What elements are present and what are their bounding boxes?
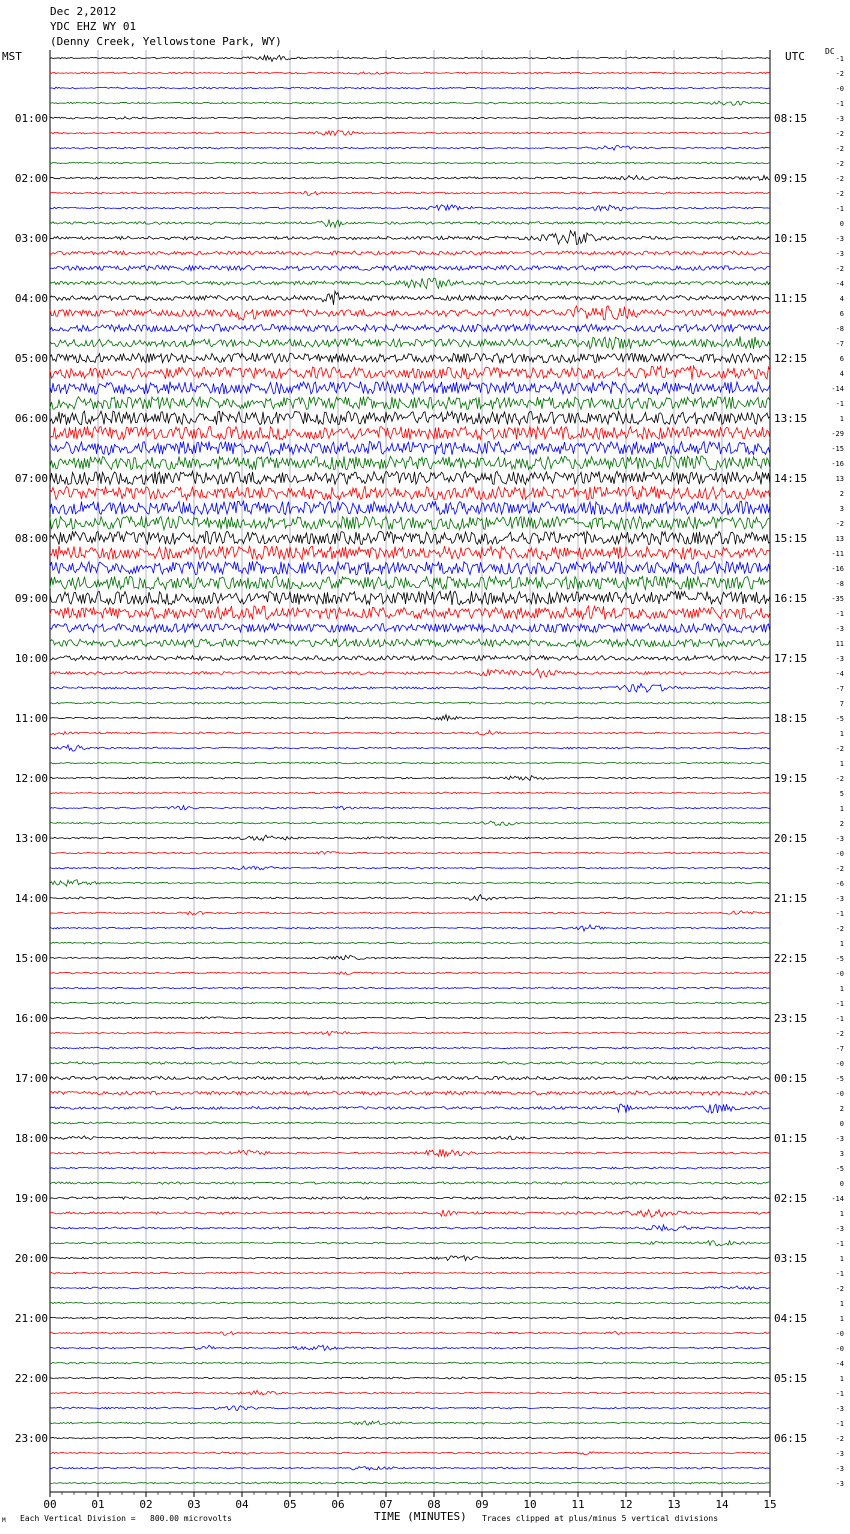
trace-line bbox=[50, 702, 770, 704]
left-hour-label: 22:00 bbox=[14, 1372, 48, 1385]
trace-line bbox=[50, 501, 770, 515]
right-hour-label: 04:15 bbox=[774, 1312, 808, 1325]
dc-offset-value: -15 bbox=[831, 445, 844, 453]
right-hour-label: 06:15 bbox=[774, 1432, 808, 1445]
left-hour-label: 02:00 bbox=[14, 172, 48, 185]
left-hour-label: 07:00 bbox=[14, 472, 48, 485]
trace-line bbox=[50, 353, 770, 363]
dc-offset-value: -1 bbox=[835, 1000, 844, 1008]
trace-line bbox=[50, 1390, 770, 1394]
dc-offset-value: -2 bbox=[835, 265, 844, 273]
trace-line bbox=[50, 576, 770, 590]
trace-line bbox=[50, 1182, 770, 1185]
trace-line bbox=[50, 895, 770, 901]
dc-offset-value: 4 bbox=[839, 295, 844, 303]
dc-offset-value: 1 bbox=[839, 940, 844, 948]
dc-offset-value: 0 bbox=[839, 1120, 844, 1128]
dc-offset-value: -3 bbox=[835, 835, 844, 843]
trace-line bbox=[50, 306, 770, 320]
left-hour-label: 01:00 bbox=[14, 112, 48, 125]
left-hour-label: 11:00 bbox=[14, 712, 48, 725]
dc-offset-value: -1 bbox=[835, 910, 844, 918]
trace-line bbox=[50, 1377, 770, 1379]
dc-offset-value: -0 bbox=[835, 970, 844, 978]
trace-line bbox=[50, 835, 770, 841]
dc-offset-value: -3 bbox=[835, 115, 844, 123]
dc-offset-value: 3 bbox=[839, 505, 844, 513]
trace-line bbox=[50, 1362, 770, 1364]
dc-offset-value: 1 bbox=[839, 1375, 844, 1383]
right-hour-label: 11:15 bbox=[774, 292, 808, 305]
left-hour-label: 21:00 bbox=[14, 1312, 48, 1325]
trace-line bbox=[50, 1302, 770, 1304]
x-tick-label: 06 bbox=[331, 1498, 345, 1511]
left-hour-label: 18:00 bbox=[14, 1132, 48, 1145]
right-hour-label: 01:15 bbox=[774, 1132, 808, 1145]
x-tick-label: 02 bbox=[139, 1498, 153, 1511]
dc-offset-value: -14 bbox=[831, 1195, 844, 1203]
trace-line bbox=[50, 1452, 770, 1455]
trace-line bbox=[50, 381, 770, 394]
x-tick-label: 11 bbox=[571, 1498, 585, 1511]
dc-offset-value: -1 bbox=[835, 1420, 844, 1428]
trace-line bbox=[50, 866, 770, 870]
left-hour-label: 10:00 bbox=[14, 652, 48, 665]
trace-line bbox=[50, 101, 770, 105]
trace-line bbox=[50, 145, 770, 150]
dc-offset-value: -3 bbox=[835, 1225, 844, 1233]
dc-offset-value: -1 bbox=[835, 400, 844, 408]
right-hour-label: 00:15 bbox=[774, 1072, 808, 1085]
dc-offset-value: 6 bbox=[839, 355, 844, 363]
trace-line bbox=[50, 684, 770, 693]
dc-offset-value: -2 bbox=[835, 1285, 844, 1293]
right-hour-label: 22:15 bbox=[774, 952, 808, 965]
trace-line bbox=[50, 1062, 770, 1065]
dc-offset-value: -11 bbox=[831, 550, 844, 558]
trace-line bbox=[50, 87, 770, 89]
dc-offset-value: -2 bbox=[835, 1030, 844, 1038]
x-tick-label: 13 bbox=[667, 1498, 681, 1511]
dc-offset-value: 13 bbox=[835, 535, 844, 543]
right-hour-label: 10:15 bbox=[774, 232, 808, 245]
x-tick-label: 05 bbox=[283, 1498, 297, 1511]
trace-line bbox=[50, 1345, 770, 1350]
left-timezone-label: MST bbox=[2, 50, 22, 63]
left-hour-label: 20:00 bbox=[14, 1252, 48, 1265]
trace-line bbox=[50, 441, 770, 454]
trace-line bbox=[50, 1002, 770, 1004]
dc-offset-value: -5 bbox=[835, 1075, 844, 1083]
dc-offset-value: -3 bbox=[835, 895, 844, 903]
dc-offset-value: -2 bbox=[835, 925, 844, 933]
dc-offset-value: -0 bbox=[835, 1060, 844, 1068]
trace-line bbox=[50, 336, 770, 349]
left-hour-label: 04:00 bbox=[14, 292, 48, 305]
trace-line bbox=[50, 1317, 770, 1319]
dc-offset-value: -8 bbox=[835, 580, 844, 588]
trace-line bbox=[50, 1047, 770, 1049]
dc-offset-value: -2 bbox=[835, 520, 844, 528]
left-hour-label: 08:00 bbox=[14, 532, 48, 545]
dc-offset-value: 11 bbox=[835, 640, 844, 648]
dc-offset-value: -14 bbox=[831, 385, 844, 393]
right-hour-label: 17:15 bbox=[774, 652, 808, 665]
trace-line bbox=[50, 880, 770, 886]
dc-offset-value: -2 bbox=[835, 1435, 844, 1443]
x-tick-label: 12 bbox=[619, 1498, 633, 1511]
trace-line bbox=[50, 1286, 770, 1289]
right-hour-label: 23:15 bbox=[774, 1012, 808, 1025]
dc-offset-value: -16 bbox=[831, 460, 844, 468]
dc-offset-value: -1 bbox=[835, 1015, 844, 1023]
trace-line bbox=[50, 265, 770, 270]
trace-line bbox=[50, 162, 770, 164]
left-hour-label: 05:00 bbox=[14, 352, 48, 365]
dc-offset-value: -8 bbox=[835, 325, 844, 333]
corner-mark: M bbox=[2, 1517, 6, 1524]
dc-offset-value: 1 bbox=[839, 415, 844, 423]
dc-offset-value: 2 bbox=[839, 1105, 844, 1113]
dc-offset-value: -2 bbox=[835, 190, 844, 198]
trace-line bbox=[50, 291, 770, 305]
left-hour-label: 15:00 bbox=[14, 952, 48, 965]
trace-line bbox=[50, 191, 770, 195]
trace-line bbox=[50, 955, 770, 959]
x-tick-label: 14 bbox=[715, 1498, 729, 1511]
trace-line bbox=[50, 546, 770, 560]
dc-offset-value: -3 bbox=[835, 655, 844, 663]
trace-line bbox=[50, 972, 770, 975]
trace-line bbox=[50, 426, 770, 439]
x-tick-label: 15 bbox=[763, 1498, 777, 1511]
scale-note: Each Vertical Division = 800.00 microvolts bbox=[20, 1514, 232, 1523]
trace-line bbox=[50, 1017, 770, 1019]
trace-line bbox=[50, 561, 770, 574]
x-tick-label: 01 bbox=[91, 1498, 105, 1511]
right-hour-label: 09:15 bbox=[774, 172, 808, 185]
trace-line bbox=[50, 776, 770, 781]
trace-line bbox=[50, 456, 770, 470]
trace-line bbox=[50, 205, 770, 211]
trace-line bbox=[50, 606, 770, 620]
dc-offset-value: -5 bbox=[835, 955, 844, 963]
x-tick-label: 08 bbox=[427, 1498, 441, 1511]
trace-line bbox=[50, 821, 770, 826]
trace-line bbox=[50, 411, 770, 425]
dc-offset-value: -2 bbox=[835, 145, 844, 153]
dc-offset-value: -3 bbox=[835, 1465, 844, 1473]
trace-line bbox=[50, 1197, 770, 1200]
trace-line bbox=[50, 942, 770, 944]
left-hour-label: 06:00 bbox=[14, 412, 48, 425]
trace-line bbox=[50, 792, 770, 794]
dc-offset-value: -35 bbox=[831, 595, 844, 603]
trace-line bbox=[50, 623, 770, 632]
right-hour-label: 19:15 bbox=[774, 772, 808, 785]
x-tick-label: 00 bbox=[43, 1498, 57, 1511]
dc-offset-value: 1 bbox=[839, 985, 844, 993]
dc-offset-value: -2 bbox=[835, 130, 844, 138]
trace-line bbox=[50, 117, 770, 119]
dc-offset-value: -7 bbox=[835, 340, 844, 348]
dc-offset-value: 1 bbox=[839, 1300, 844, 1308]
dc-offset-value: -2 bbox=[835, 175, 844, 183]
trace-line bbox=[50, 987, 770, 989]
clip-note: Traces clipped at plus/minus 5 vertical divisions bbox=[482, 1514, 719, 1523]
dc-offset-value: -0 bbox=[835, 1090, 844, 1098]
left-hour-label: 23:00 bbox=[14, 1432, 48, 1445]
dc-offset-value: -5 bbox=[835, 715, 844, 723]
left-hour-label: 16:00 bbox=[14, 1012, 48, 1025]
right-hour-label: 15:15 bbox=[774, 532, 808, 545]
dc-offset-value: -3 bbox=[835, 235, 844, 243]
dc-offset-value: -3 bbox=[835, 1135, 844, 1143]
dc-offset-value: -3 bbox=[835, 1450, 844, 1458]
right-hour-label: 13:15 bbox=[774, 412, 808, 425]
dc-offset-value: -2 bbox=[835, 70, 844, 78]
trace-line bbox=[50, 72, 770, 74]
dc-offset-value: -7 bbox=[835, 685, 844, 693]
right-hour-label: 02:15 bbox=[774, 1192, 808, 1205]
trace-line bbox=[50, 516, 770, 530]
trace-line bbox=[50, 1331, 770, 1335]
dc-offset-value: 4 bbox=[839, 370, 844, 378]
x-tick-label: 09 bbox=[475, 1498, 489, 1511]
trace-line bbox=[50, 55, 770, 61]
trace-line bbox=[50, 1272, 770, 1274]
trace-line bbox=[50, 1406, 770, 1411]
dc-offset-value: 7 bbox=[839, 700, 844, 708]
trace-line bbox=[50, 745, 770, 751]
trace-line bbox=[50, 397, 770, 410]
right-hour-label: 20:15 bbox=[774, 832, 808, 845]
trace-line bbox=[50, 251, 770, 255]
dc-offset-value: -3 bbox=[835, 1480, 844, 1488]
trace-line bbox=[50, 715, 770, 721]
dc-offset-value: 1 bbox=[839, 1255, 844, 1263]
trace-line bbox=[50, 531, 770, 544]
dc-offset-value: -7 bbox=[835, 1045, 844, 1053]
dc-offset-value: -1 bbox=[835, 205, 844, 213]
trace-line bbox=[50, 925, 770, 931]
left-hour-label: 14:00 bbox=[14, 892, 48, 905]
trace-line bbox=[50, 1149, 770, 1156]
trace-line bbox=[50, 231, 770, 245]
trace-line bbox=[50, 1104, 770, 1113]
trace-line bbox=[50, 1122, 770, 1124]
dc-offset-value: -1 bbox=[835, 100, 844, 108]
dc-offset-value: 0 bbox=[839, 1180, 844, 1188]
trace-line bbox=[50, 486, 770, 500]
trace-line bbox=[50, 851, 770, 854]
right-hour-label: 18:15 bbox=[774, 712, 808, 725]
trace-line bbox=[50, 639, 770, 647]
dc-offset-value: -2 bbox=[835, 865, 844, 873]
dc-offset-value: -2 bbox=[835, 160, 844, 168]
trace-line bbox=[50, 1031, 770, 1035]
dc-offset-value: 1 bbox=[839, 760, 844, 768]
dc-offset-value: -4 bbox=[835, 1360, 844, 1368]
trace-line bbox=[50, 1210, 770, 1217]
dc-offset-value: -1 bbox=[835, 1390, 844, 1398]
dc-offset-value: -1 bbox=[835, 55, 844, 63]
dc-offset-value: 6 bbox=[839, 310, 844, 318]
right-hour-label: 16:15 bbox=[774, 592, 808, 605]
dc-offset-value: -1 bbox=[835, 1240, 844, 1248]
trace-line bbox=[50, 591, 770, 605]
x-tick-label: 07 bbox=[379, 1498, 393, 1511]
dc-offset-value: -16 bbox=[831, 565, 844, 573]
trace-line bbox=[50, 1136, 770, 1140]
trace-line bbox=[50, 762, 770, 764]
right-hour-label: 14:15 bbox=[774, 472, 808, 485]
dc-offset-value: 0 bbox=[839, 220, 844, 228]
dc-offset-value: 1 bbox=[839, 1210, 844, 1218]
left-hour-label: 03:00 bbox=[14, 232, 48, 245]
plot-date: Dec 2,2012 bbox=[50, 5, 117, 18]
dc-offset-value: 13 bbox=[835, 475, 844, 483]
dc-offset-value: -3 bbox=[835, 625, 844, 633]
dc-offset-value: 1 bbox=[839, 730, 844, 738]
trace-line bbox=[50, 1241, 770, 1246]
trace-line bbox=[50, 366, 770, 380]
trace-line bbox=[50, 730, 770, 735]
dc-offset-value: 1 bbox=[839, 1315, 844, 1323]
right-timezone-label: UTC bbox=[785, 50, 805, 63]
dc-offset-value: -6 bbox=[835, 880, 844, 888]
right-hour-label: 08:15 bbox=[774, 112, 808, 125]
trace-line bbox=[50, 806, 770, 810]
left-hour-label: 09:00 bbox=[14, 592, 48, 605]
station-location: (Denny Creek, Yellowstone Park, WY) bbox=[50, 35, 282, 48]
dc-offset-value: -0 bbox=[835, 1345, 844, 1353]
left-hour-label: 13:00 bbox=[14, 832, 48, 845]
x-axis-title: TIME (MINUTES) bbox=[374, 1510, 467, 1523]
trace-line bbox=[50, 1467, 770, 1471]
dc-offset-value: -2 bbox=[835, 745, 844, 753]
trace-line bbox=[50, 911, 770, 915]
trace-line bbox=[50, 669, 770, 678]
dc-offset-value: -4 bbox=[835, 670, 844, 678]
trace-line bbox=[50, 655, 770, 660]
dc-offset-value: -1 bbox=[835, 610, 844, 618]
station-code: YDC EHZ WY 01 bbox=[50, 20, 137, 33]
dc-offset-value: -0 bbox=[835, 850, 844, 858]
trace-line bbox=[50, 1225, 770, 1231]
dc-offset-value: 3 bbox=[839, 1150, 844, 1158]
trace-line bbox=[50, 1091, 770, 1095]
dc-offset-value: -0 bbox=[835, 85, 844, 93]
trace-line bbox=[50, 130, 770, 135]
dc-offset-value: 5 bbox=[839, 790, 844, 798]
right-hour-label: 03:15 bbox=[774, 1252, 808, 1265]
right-hour-label: 21:15 bbox=[774, 892, 808, 905]
right-hour-label: 05:15 bbox=[774, 1372, 808, 1385]
x-tick-label: 03 bbox=[187, 1498, 201, 1511]
trace-line bbox=[50, 219, 770, 227]
trace-line bbox=[50, 1167, 770, 1169]
dc-offset-value: -2 bbox=[835, 775, 844, 783]
dc-offset-value: -3 bbox=[835, 250, 844, 258]
trace-line bbox=[50, 1437, 770, 1439]
right-hour-label: 12:15 bbox=[774, 352, 808, 365]
trace-line bbox=[50, 324, 770, 332]
trace-line bbox=[50, 175, 770, 180]
dc-offset-value: -4 bbox=[835, 280, 844, 288]
dc-offset-value: 1 bbox=[839, 805, 844, 813]
x-tick-label: 10 bbox=[523, 1498, 537, 1511]
dc-offset-value: -5 bbox=[835, 1165, 844, 1173]
dc-offset-value: -3 bbox=[835, 1405, 844, 1413]
trace-line bbox=[50, 1482, 770, 1484]
dc-offset-value: 2 bbox=[839, 490, 844, 498]
trace-line bbox=[50, 1076, 770, 1080]
dc-offset-header: DC bbox=[825, 47, 835, 56]
dc-offset-value: -0 bbox=[835, 1330, 844, 1338]
left-hour-label: 19:00 bbox=[14, 1192, 48, 1205]
dc-offset-value: -29 bbox=[831, 430, 844, 438]
trace-line bbox=[50, 278, 770, 289]
left-hour-label: 17:00 bbox=[14, 1072, 48, 1085]
trace-line bbox=[50, 1421, 770, 1425]
dc-offset-value: 2 bbox=[839, 820, 844, 828]
trace-line bbox=[50, 471, 770, 484]
dc-offset-value: -1 bbox=[835, 1270, 844, 1278]
trace-line bbox=[50, 1255, 770, 1260]
left-hour-label: 12:00 bbox=[14, 772, 48, 785]
x-tick-label: 04 bbox=[235, 1498, 249, 1511]
